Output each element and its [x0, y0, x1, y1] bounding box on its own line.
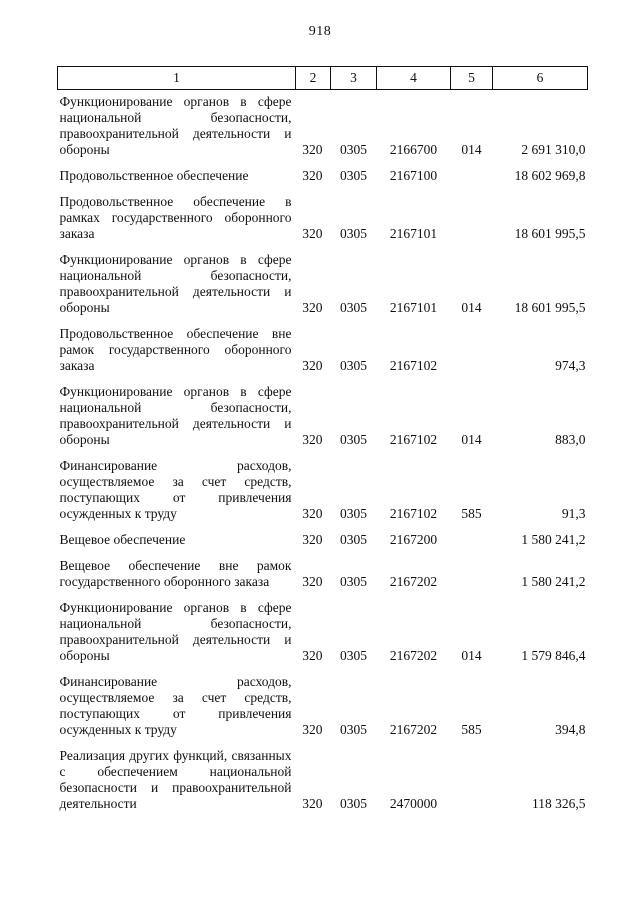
budget-table: [57, 66, 588, 817]
column-header-5: 5: [451, 67, 493, 90]
row-description: Вещевое обеспечение: [59, 532, 186, 547]
row-description: Продовольственное обеспечение вне рамок государственного оборонного заказа: [59, 326, 292, 373]
row-article-code: 2167102: [389, 432, 438, 447]
row-expense-type-code: [451, 163, 493, 189]
row-description: Функционирование органов в сфере национальной безопасности, правоохранительной деятельности и обороны: [59, 94, 292, 157]
column-number-header-row: [58, 67, 588, 90]
table-row: [58, 453, 588, 527]
column-header-2: 2: [296, 67, 331, 90]
table-row: [58, 669, 588, 743]
row-subsection-code: 0305: [340, 168, 367, 183]
row-expense-type-code: 585: [461, 722, 482, 737]
row-section-code: 320: [302, 168, 323, 183]
row-amount: 1 580 241,2: [521, 532, 586, 547]
row-description: Продовольственное обеспечение: [59, 168, 249, 183]
row-amount: 18 601 995,5: [514, 226, 586, 241]
column-header-1: 1: [58, 67, 296, 90]
row-article-code: 2167202: [389, 648, 438, 663]
row-amount: 118 326,5: [532, 796, 586, 811]
row-expense-type-code: [451, 553, 493, 595]
row-description: Финансирование расходов, осуществляемое за счет средств, поступающих от привлечения осужденных к труду: [59, 458, 292, 521]
table-row: [58, 527, 588, 553]
row-section-code: 320: [302, 300, 323, 315]
row-expense-type-code: 014: [461, 432, 482, 447]
column-header-4: 4: [377, 67, 451, 90]
row-expense-type-code: 014: [461, 648, 482, 663]
row-expense-type-code: [451, 321, 493, 379]
row-article-code: 2167202: [389, 574, 438, 589]
row-description: Вещевое обеспечение вне рамок государственного оборонного заказа: [59, 558, 292, 589]
row-amount: 91,3: [561, 506, 586, 521]
row-amount: 974,3: [555, 358, 586, 373]
row-expense-type-code: [451, 189, 493, 247]
row-section-code: 320: [302, 432, 323, 447]
row-subsection-code: 0305: [340, 574, 367, 589]
table-row: [58, 189, 588, 247]
row-description: Функционирование органов в сфере национальной безопасности, правоохранительной деятельности и обороны: [59, 600, 292, 663]
row-article-code: 2167100: [389, 168, 438, 183]
page-number: 918: [308, 24, 332, 39]
row-description: Реализация других функций, связанных с обеспечением национальной безопасности и правоохранительной деятельности: [59, 748, 292, 811]
row-article-code: 2167102: [389, 506, 438, 521]
row-expense-type-code: 585: [461, 506, 482, 521]
row-amount: 18 601 995,5: [514, 300, 586, 315]
row-expense-type-code: [451, 527, 493, 553]
row-subsection-code: 0305: [340, 300, 367, 315]
row-description: Функционирование органов в сфере национальной безопасности, правоохранительной деятельности и обороны: [59, 252, 292, 315]
row-article-code: 2167101: [389, 226, 438, 241]
row-section-code: 320: [302, 358, 323, 373]
row-subsection-code: 0305: [340, 358, 367, 373]
row-expense-type-code: 014: [461, 300, 482, 315]
row-article-code: 2167102: [389, 358, 438, 373]
row-subsection-code: 0305: [340, 226, 367, 241]
row-amount: 394,8: [555, 722, 586, 737]
row-subsection-code: 0305: [340, 648, 367, 663]
table-row: [58, 321, 588, 379]
row-article-code: 2166700: [389, 142, 438, 157]
row-section-code: 320: [302, 532, 323, 547]
row-amount: 1 579 846,4: [521, 648, 586, 663]
row-section-code: 320: [302, 506, 323, 521]
row-section-code: 320: [302, 142, 323, 157]
row-expense-type-code: 014: [461, 142, 482, 157]
row-description: Продовольственное обеспечение в рамках государственного оборонного заказа: [59, 194, 292, 241]
table-row: [58, 163, 588, 189]
row-description: Функционирование органов в сфере национальной безопасности, правоохранительной деятельности и обороны: [59, 384, 292, 447]
row-section-code: 320: [302, 574, 323, 589]
table-row: [58, 553, 588, 595]
row-article-code: 2167202: [389, 722, 438, 737]
table-row: [58, 743, 588, 817]
row-subsection-code: 0305: [340, 796, 367, 811]
table-row: [58, 595, 588, 669]
column-header-3: 3: [331, 67, 377, 90]
row-amount: 2 691 310,0: [521, 142, 586, 157]
column-header-6: 6: [493, 67, 588, 90]
table-row: [58, 379, 588, 453]
row-amount: 1 580 241,2: [521, 574, 586, 589]
row-subsection-code: 0305: [340, 142, 367, 157]
row-article-code: 2470000: [389, 796, 438, 811]
row-section-code: 320: [302, 796, 323, 811]
row-section-code: 320: [302, 648, 323, 663]
row-subsection-code: 0305: [340, 506, 367, 521]
row-amount: 18 602 969,8: [514, 168, 586, 183]
row-amount: 883,0: [555, 432, 586, 447]
row-description: Финансирование расходов, осуществляемое за счет средств, поступающих от привлечения осужденных к труду: [59, 674, 292, 737]
row-article-code: 2167200: [389, 532, 438, 547]
row-subsection-code: 0305: [340, 432, 367, 447]
row-subsection-code: 0305: [340, 532, 367, 547]
row-section-code: 320: [302, 226, 323, 241]
table-row: [58, 90, 588, 164]
table-body: [58, 90, 588, 818]
row-expense-type-code: [451, 743, 493, 817]
row-article-code: 2167101: [389, 300, 438, 315]
row-subsection-code: 0305: [340, 722, 367, 737]
table-row: [58, 247, 588, 321]
row-section-code: 320: [302, 722, 323, 737]
